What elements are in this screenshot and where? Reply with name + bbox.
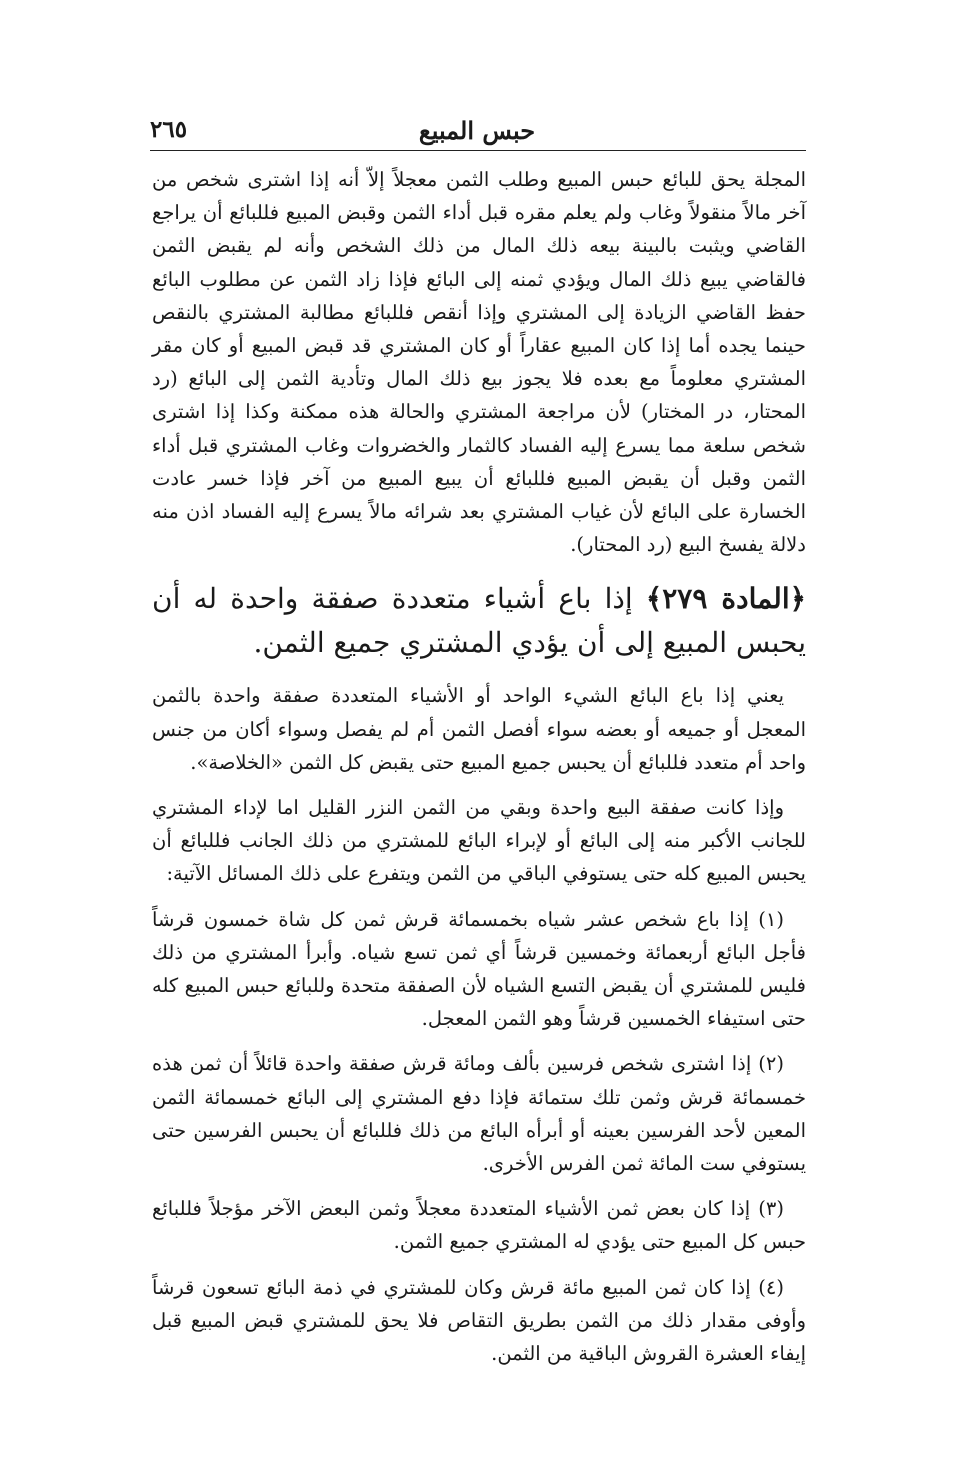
page-number: ٢٦٥ <box>150 116 188 143</box>
paragraph-continued: المجلة يحق للبائع حبس المبيع وطلب الثمن معجلاً إلاّ أنه إذا اشترى شخص من آخر مالاً منقولاً وغاب ولم يعلم مقره قبل أداء الثمن وقبض المبيع فللبائع أن يراجع القاضي ويثبت بالبينة بيعه ذلك المال من ذلك الشخص وأنه لم يقبض الثمن فالقاضي يبيع ذلك المال ويؤدي ثمنه إلى البائع فإذا زاد الثمن عن مطلوب البائع حفظ القاضي الزيادة إلى المشتري وإذا أنقص فللبائع مطالبة المشتري بالنقص حينما يجده أما إذا كان المبيع عقاراً أو كان المشتري قد قبض المبيع أو كان مقر المشتري معلوماً مع بعده فلا يجوز بيع ذلك المال وتأدية الثمن إلى البائع (رد المحتار، در المختار) لأن مراجعة المشتري والحالة هذه ممكنة وكذا إذا اشترى شخص سلعة مما يسرع إليه الفساد كالثمار والخضروات وغاب المشتري قبل أداء الثمن وقبل أن يقبض المبيع فللبائع أن يبيع المبيع من آخر فإذا خسر عادت الخسارة على البائع لأن غياب المشتري بعد شرائه مالاً يسرع إليه الفساد اذن منه دلالة يفسخ البيع (رد المحتار). <box>152 168 806 557</box>
example-paragraph: (١) إذا باع شخص عشر شياه بخمسمائة قرش ثمن كل شاة خمسون قرشاً فأجل البائع أربعمائة وخمسين قرشاً أي ثمن تسع شياه. وأبرأ المشتري من ذلك فليس للمشتري أن يقبض التسع الشياه لأن الصفقة متحدة وللبائع حبس المبيع كله حتى استيفاء الخمسين قرشاً وهو الثمن المعجل. <box>152 907 806 1031</box>
example-paragraph: (٣) إذا كان بعض ثمن الأشياء المتعددة معجلاً وثمن البعض الآخر مؤجلاً فللبائع حبس كل المبيع حتى يؤدي له المشتري جميع الثمن. <box>152 1197 806 1254</box>
header-rule <box>150 150 806 151</box>
example-paragraph: (٢) إذا اشترى شخص فرسين بألف ومائة قرش صفقة واحدة قائلاً أن ثمن هذه خمسمائة قرش وثمن تلك ستمائة فإذا دفع المشتري إلى البائع خمسمائة الثمن المعين لأحد الفرسين بعينه أو أبرأه البائع من ذلك فللبائع أن يحبس الفرسين حتى يستوفي ست المائة ثمن الفرس الأخرى. <box>152 1052 806 1176</box>
article-label: ﴿المادة ٢٧٩﴾ <box>645 582 806 616</box>
article-text: إذا باع أشياء متعددة صفقة واحدة له أن يحبس المبيع إلى أن يؤدي المشتري جميع الثمن. <box>152 582 806 660</box>
example-paragraph: (٤) إذا كان ثمن المبيع مائة قرش وكان للمشتري في ذمة البائع تسعون قرشاً وأوفى مقدار ذلك من الثمن بطريق التقاص فلا يحق للمشتري قبض المبيع قبل إيفاء العشرة القروش الباقية من الثمن. <box>152 1275 806 1366</box>
commentary-paragraph: وإذا كانت صفقة البيع واحدة وبقي من الثمن النزر القليل اما لإداء المشتري للجانب الأكبر منه إلى البائع أو لإبراء البائع للمشتري من ذلك الجانب فللبائع أن يحبس المبيع كله حتى يستوفي الباقي من الثمن ويتفرع على ذلك المسائل الآتية: <box>152 796 806 886</box>
article-heading <box>152 577 806 665</box>
commentary-paragraph: يعني إذا باع البائع الشيء الواحد أو الأشياء المتعددة صفقة واحدة بالثمن المعجل أو جميعه أو بعضه سواء أفصل الثمن أم لم يفصل وسواء أكان من جنس واحد أم متعدد فللبائع أن يحبس جميع المبيع حتى يقبض كل الثمن «الخلاصة». <box>152 684 806 774</box>
running-header <box>150 112 804 148</box>
page-body <box>152 163 806 1382</box>
running-title: حبس المبيع <box>418 115 536 145</box>
